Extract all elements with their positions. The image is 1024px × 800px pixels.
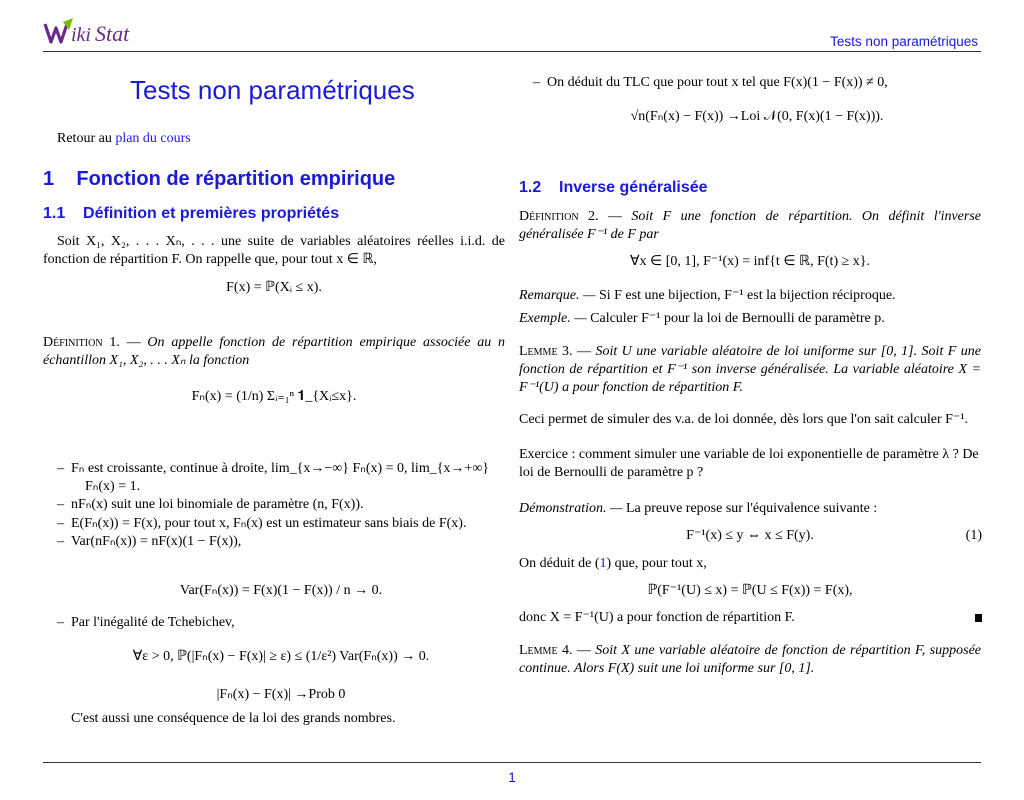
donc-line: donc X = F⁻¹(U) a pour fonction de répartition F.: [519, 610, 795, 625]
remarque-text: Si F est une bijection, F⁻¹ est la bijection réciproque.: [598, 288, 896, 303]
remarque: [519, 287, 896, 305]
equation-pu: ℙ(F⁻¹(U) ≤ x) = ℙ(U ≤ F(x)) = F(x),: [647, 583, 853, 598]
equation-Fn: Fₙ(x) = (1/n) Σᵢ₌₁ⁿ 𝟏_{Xᵢ≤x}.: [191, 389, 357, 404]
lemme-3: [519, 343, 981, 398]
running-title: Tests non paramétriques: [830, 34, 978, 49]
back-link-prefix: Retour au: [57, 131, 116, 146]
remarque-label: Remarque. —: [519, 288, 596, 303]
demonstration: [519, 500, 877, 518]
lemme-3-text: Soit U une variable aléatoire de loi uniforme sur [0, 1]. Soit F une fonction de répartition et F⁻¹ son inverse généralisée. La variable aléatoire X = F⁻¹(U) a pour fonction de répartition F.: [519, 344, 982, 396]
tlc-bullet: – On déduit du TLC que pour tout x tel que F(x)(1 − F(x)) ≠ 0,: [533, 75, 888, 90]
on-deduit-line: On déduit de (1) que, pour tout x,: [519, 556, 707, 571]
lgn-paragraph: C'est aussi une conséquence de la loi des grands nombres.: [71, 711, 396, 726]
section-1-heading: 1 Fonction de répartition empirique: [43, 168, 396, 190]
exercice-paragraph: Exercice : comment simuler une variable de loi exponentielle de paramètre λ ? De loi de Bernoulli de paramètre p ?: [519, 447, 979, 481]
equation-1: F⁻¹(x) ≤ y ⇔ x ≤ F(y).: [686, 528, 814, 543]
definition-1: [43, 334, 505, 370]
equation-tchebichev: ∀ε > 0, ℙ(|Fₙ(x) − F(x)| ≥ ε) ≤ (1/ε²) Var(Fₙ(x)) → 0.: [132, 649, 430, 664]
exemple: [519, 310, 885, 328]
bullet-item: – Fₙ est croissante, continue à droite, lim_{x→−∞} Fₙ(x) = 0, lim_{x→+∞} Fₙ(x) = 1.: [57, 461, 490, 495]
definition-2-label: Définition 2. —: [519, 209, 622, 224]
subsection-1-2-heading: 1.2 Inverse généralisée: [519, 179, 708, 196]
equation-tlc: √n(Fₙ(x) − F(x)) →Loi 𝒩(0, F(x)(1 − F(x))).: [630, 109, 884, 124]
page-number: 1: [508, 769, 516, 785]
properties-list: [57, 460, 505, 551]
equation-var: Var(Fₙ(x)) = F(x)(1 − F(x)) / n → 0.: [179, 583, 383, 598]
qed-square: [975, 614, 982, 622]
header-rule: [43, 51, 981, 52]
lemme-4-label: Lemme 4. —: [519, 643, 591, 658]
equation-inverse: ∀x ∈ [0, 1], F⁻¹(x) = inf{t ∈ ℝ, F(t) ≥ x}.: [629, 254, 871, 269]
definition-1-label: Définition 1. —: [43, 335, 141, 350]
svg-text:Stat: Stat: [95, 21, 130, 46]
intro-paragraph: Soit X₁, X₂, . . . Xₙ, . . . une suite de variables aléatoires réelles i.i.d. de fonction de répartition F. On rappelle que, pour tout x ∈ ℝ,: [43, 234, 505, 268]
ceci-paragraph: Ceci permet de simuler des v.a. de loi donnée, dès lors que l'on sait calculer F⁻¹.: [519, 412, 969, 427]
lemme-3-label: Lemme 3. —: [519, 344, 591, 359]
lemme-4-text: Soit X une variable aléatoire de fonction de répartition F, supposée continue. Alors F(X) suit une loi uniforme sur [0, 1].: [519, 643, 982, 677]
footer-rule: [43, 762, 981, 763]
exemple-label: Exemple. —: [519, 311, 587, 326]
bullet-tchebichev: – Par l'inégalité de Tchebichev,: [57, 615, 235, 630]
subsection-1-1-heading: 1.1 Définition et premières propriétés: [43, 205, 340, 222]
svg-text:iki: iki: [71, 24, 91, 46]
demonstration-text: La preuve repose sur l'équivalence suivante :: [625, 501, 878, 516]
bullet-item: – E(Fₙ(x)) = F(x), pour tout x, Fₙ(x) est un estimateur sans biais de F(x).: [57, 515, 467, 531]
exemple-text: Calculer F⁻¹ pour la loi de Bernoulli de paramètre p.: [590, 311, 885, 326]
equation-F: F(x) = ℙ(Xᵢ ≤ x).: [226, 280, 322, 295]
page-title: Tests non paramétriques: [130, 75, 415, 105]
wikistat-logo[interactable]: [43, 16, 163, 48]
plan-du-cours-link[interactable]: plan du cours: [115, 131, 191, 146]
back-link-line: [57, 130, 191, 148]
lemme-4: [519, 642, 981, 678]
definition-2-text: Soit F une fonction de répartition. On définit l'inverse généralisée F⁻¹ de F par: [519, 209, 982, 243]
bullet-item: – Var(nFₙ(x)) = nF(x)(1 − F(x)),: [57, 533, 242, 549]
definition-1-text: On appelle fonction de répartition empirique associée au n échantillon X₁, X₂, . . . Xₙ la fonction: [43, 335, 506, 369]
definition-2: [519, 208, 981, 244]
equation-1-ref-link[interactable]: 1: [599, 556, 607, 571]
demonstration-label: Démonstration. —: [519, 501, 623, 516]
bullet-item: – nFₙ(x) suit une loi binomiale de paramètre (n, F(x)).: [57, 497, 364, 513]
equation-1-number: (1): [965, 528, 982, 543]
equation-prob-convergence: |Fₙ(x) − F(x)| →Prob 0: [216, 687, 346, 702]
